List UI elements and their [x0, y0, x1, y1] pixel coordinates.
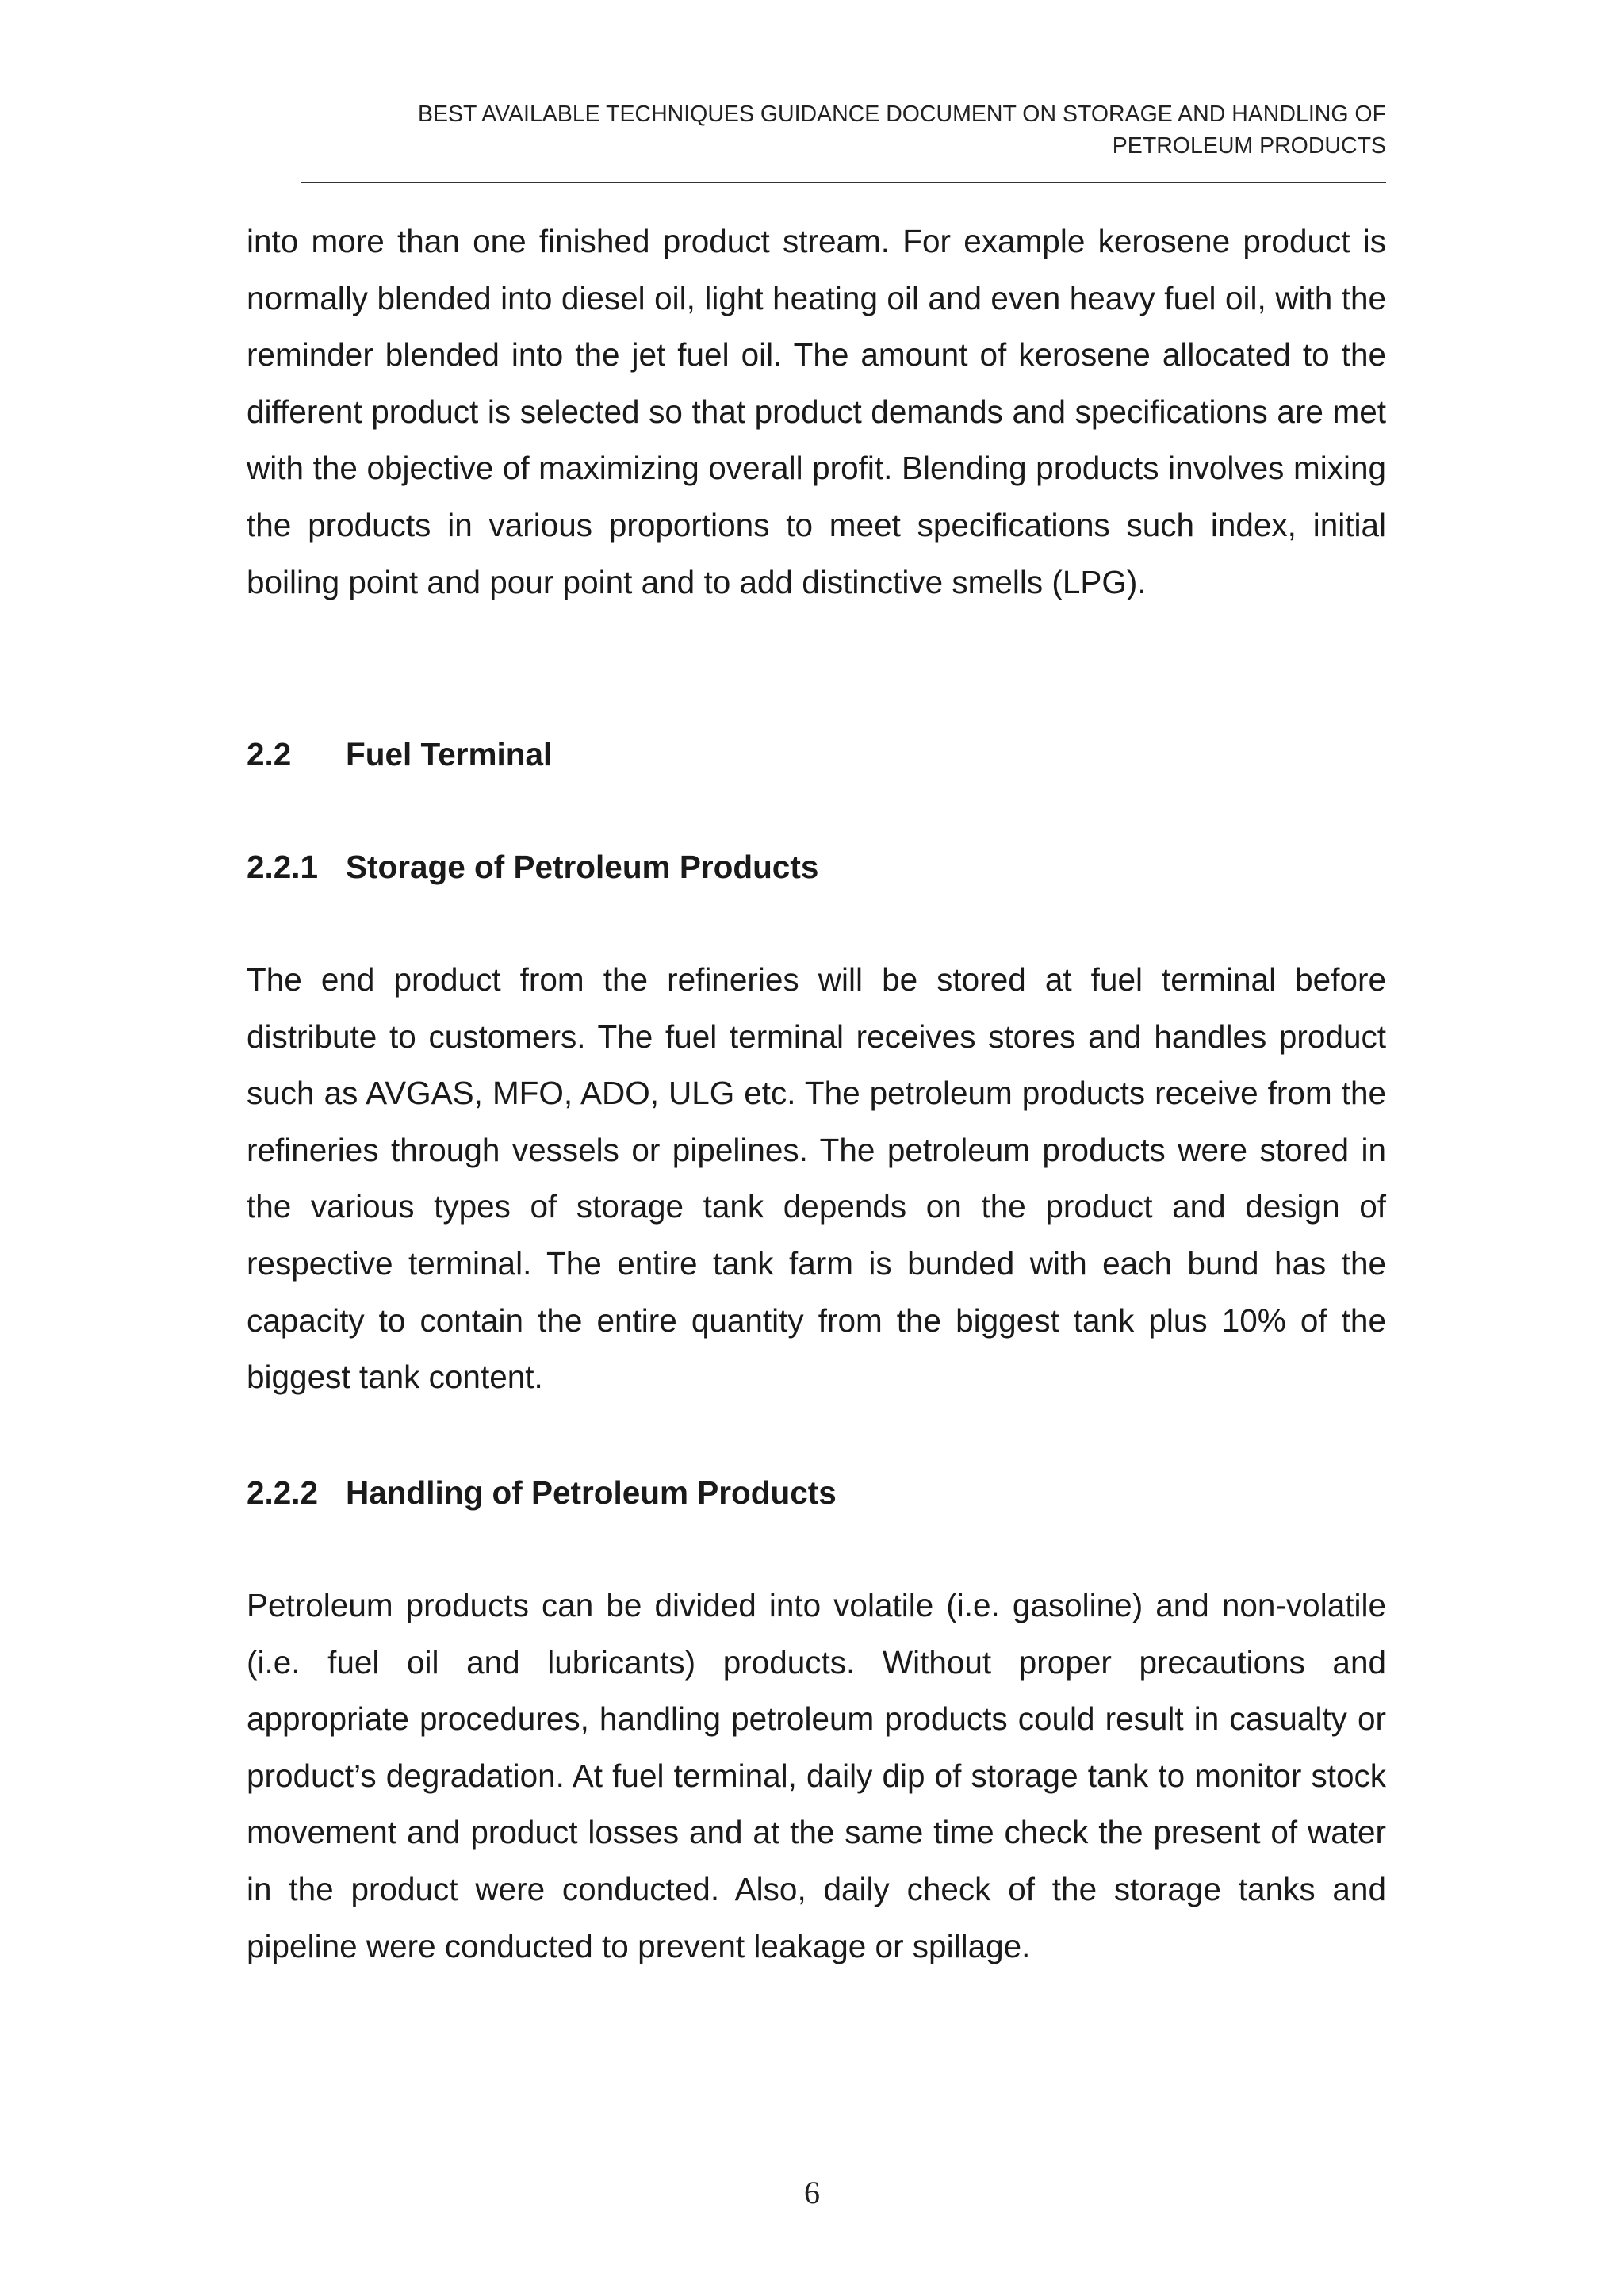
running-header — [301, 98, 1386, 162]
header-divider — [301, 182, 1386, 183]
section-2-2-heading — [247, 734, 552, 774]
handling-paragraph: Petroleum products can be divided into volatile (i.e. gasoline) and non-volatile (i.e. fuel oil and lubricants) products. Without proper precautions and appropriate procedures, handling petroleum products could result in casualty or product’s degradation. At fuel terminal, daily dip of storage tank to monitor stock movement and product losses and at the same time check the present of water in the product were conducted. Also, daily check of the storage tanks and pipeline were conducted to prevent leakage or spillage. — [247, 1587, 1386, 1964]
section-2-2-2-number: 2.2.2 — [247, 1474, 319, 1511]
section-2-2-1-title: Storage of Petroleum Products — [346, 849, 819, 885]
section-2-2-1-number: 2.2.1 — [247, 849, 319, 885]
section-2-2-number: 2.2 — [247, 736, 292, 772]
section-2-2-2-heading — [247, 1473, 837, 1512]
section-2-2-1-heading — [247, 847, 818, 887]
running-header-line-2: PETROLEUM PRODUCTS — [1112, 133, 1386, 159]
running-header-line-1: BEST AVAILABLE TECHNIQUES GUIDANCE DOCUMENT ON STORAGE AND HANDLING OF — [417, 102, 1386, 127]
page-number: 6 — [804, 2175, 820, 2210]
section-2-2-title: Fuel Terminal — [346, 736, 553, 772]
section-2-2-2-title: Handling of Petroleum Products — [346, 1474, 837, 1511]
storage-paragraph: The end product from the refineries will be stored at fuel terminal before distribute to customers. The fuel terminal receives stores and handles product such as AVGAS, MFO, ADO, ULG etc. The petroleum products receive from the refineries through vessels or pipelines. The petroleum products were stored in the various types of storage tank depends on the product and design of respective terminal. The entire tank farm is bunded with each bund has the capacity to contain the entire quantity from the biggest tank plus 10% of the biggest tank content. — [247, 961, 1386, 1396]
intro-paragraph: into more than one finished product stream. For example kerosene product is normally blended into diesel oil, light heating oil and even heavy fuel oil, with the reminder blended into the jet fuel oil. The amount of kerosene allocated to the different product is selected so that product demands and specifications are met with the objective of maximizing overall profit. Blending products involves mixing the products in various proportions to meet specifications such index, initial boiling point and pour point and to add distinctive smells (LPG). — [247, 223, 1386, 600]
